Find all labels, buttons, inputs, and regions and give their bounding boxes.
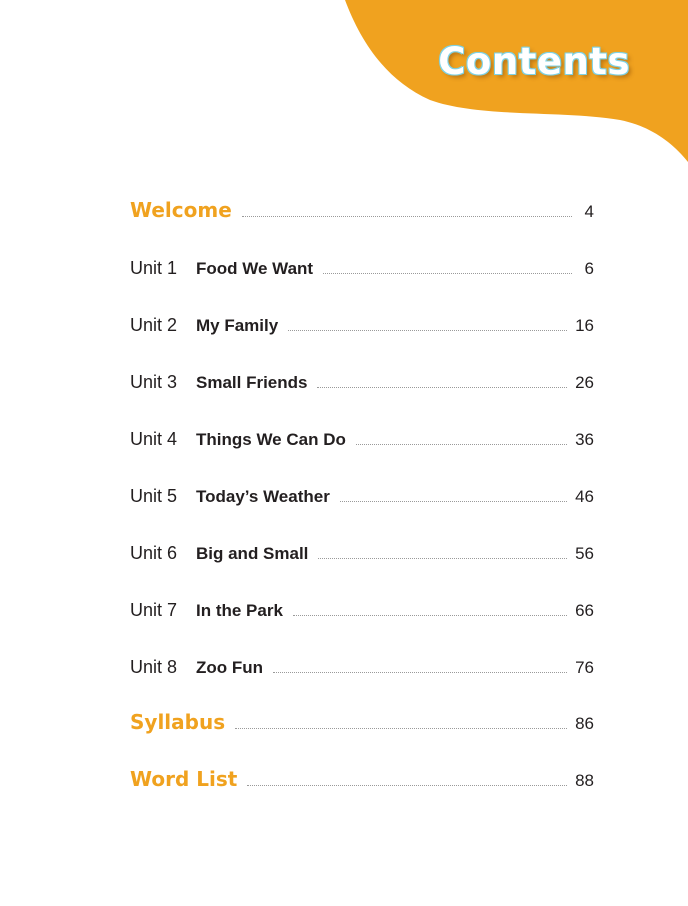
toc-entry-word-list[interactable] — [130, 759, 594, 789]
toc-page-number: 88 — [575, 771, 594, 790]
toc-page-number: 36 — [575, 430, 594, 449]
unit-label: Unit 2 — [130, 315, 178, 335]
toc-title: Big and Small — [196, 544, 309, 563]
unit-label: Unit 6 — [130, 543, 178, 563]
page-title: Contents — [438, 40, 630, 83]
toc-title: Small Friends — [196, 373, 308, 392]
toc-entry-syllabus[interactable] — [130, 702, 594, 732]
toc-title: Things We Can Do — [196, 430, 346, 449]
toc-title: Today’s Weather — [196, 487, 330, 506]
toc-page-number: 56 — [575, 544, 594, 563]
toc-page-number: 16 — [575, 316, 594, 335]
toc-entry-unit-8[interactable] — [130, 646, 594, 676]
toc-entry-unit-4[interactable] — [130, 418, 594, 448]
dot-leader — [356, 444, 567, 445]
toc-page-number: 76 — [575, 658, 594, 677]
toc-page-number: 6 — [584, 259, 594, 278]
unit-label: Unit 8 — [130, 657, 178, 677]
toc-page-number: 26 — [575, 373, 594, 392]
toc-entry-welcome[interactable] — [130, 190, 594, 220]
toc-title: Food We Want — [196, 259, 314, 278]
unit-label: Unit 3 — [130, 372, 178, 392]
dot-leader — [318, 558, 567, 559]
toc-title: My Family — [196, 316, 279, 335]
dot-leader — [293, 615, 567, 616]
dot-leader — [340, 501, 567, 502]
dot-leader — [323, 273, 572, 274]
dot-leader — [273, 672, 567, 673]
toc-title: Zoo Fun — [196, 658, 264, 677]
unit-label: Unit 5 — [130, 486, 178, 506]
toc-title: Word List — [130, 767, 238, 791]
orange-corner-decoration — [0, 0, 688, 200]
toc-page-number: 86 — [575, 714, 594, 733]
dot-leader — [235, 728, 567, 729]
toc-entry-unit-3[interactable] — [130, 361, 594, 391]
toc-entry-unit-7[interactable] — [130, 589, 594, 619]
toc-entry-unit-5[interactable] — [130, 475, 594, 505]
toc-page-number: 46 — [575, 487, 594, 506]
toc-entry-unit-6[interactable] — [130, 532, 594, 562]
toc-page-number: 4 — [584, 202, 594, 221]
unit-label: Unit 1 — [130, 258, 178, 278]
dot-leader — [242, 216, 572, 217]
unit-label: Unit 4 — [130, 429, 178, 449]
toc-entry-unit-1[interactable] — [130, 247, 594, 277]
toc-entry-unit-2[interactable] — [130, 304, 594, 334]
toc-title: Syllabus — [130, 710, 226, 734]
toc-title: In the Park — [196, 601, 283, 620]
toc-page-number: 66 — [575, 601, 594, 620]
toc-title: Welcome — [130, 198, 232, 222]
dot-leader — [317, 387, 567, 388]
unit-label: Unit 7 — [130, 600, 178, 620]
dot-leader — [247, 785, 567, 786]
dot-leader — [288, 330, 567, 331]
